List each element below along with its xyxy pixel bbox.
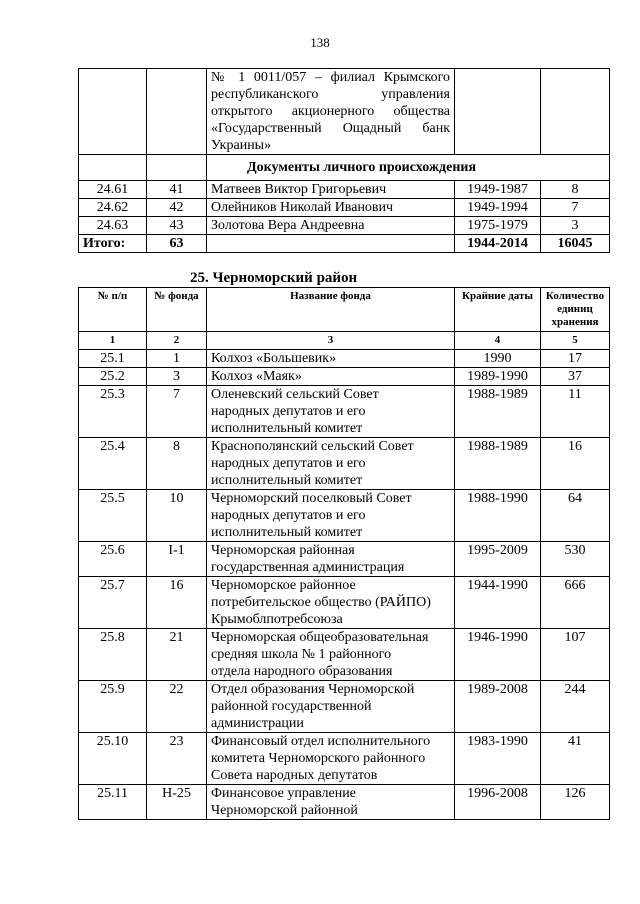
column-number: 3 [207,332,455,350]
page-number: 138 [310,35,330,50]
fund-name-line: «Государственный Ощадный банк [211,121,450,136]
fund-name-line: Черноморский поселковый Совет [211,491,412,506]
date-range: 1989-2008 [455,681,541,733]
fund-name [207,629,455,681]
fund-name-line: Черноморское районное [211,578,356,593]
row-number: 25.8 [79,629,147,681]
fund-name-line: Черноморская общеобразовательная [211,630,429,645]
row-number: 25.2 [79,368,147,386]
date-range: 1996-2008 [455,785,541,820]
column-number-row [79,332,610,350]
fund-name [207,386,455,438]
fund-name-line: Колхоз «Большевик» [211,351,337,366]
fund-name-line: Черноморская районная [211,543,355,558]
row-number: 25.9 [79,681,147,733]
unit-count: 530 [541,542,610,577]
fund-name [207,350,455,368]
date-range: 1946-1990 [455,629,541,681]
unit-count: 64 [541,490,610,542]
fond-number: 22 [147,681,207,733]
fond-number: 16 [147,577,207,629]
table-row [79,733,610,785]
header-name: Название фонда [207,288,455,332]
unit-count: 7 [541,199,610,217]
fund-name-line: комитета Черноморского районного [211,751,426,766]
table-row [79,217,610,235]
fund-name [207,490,455,542]
fund-name-line: народных депутатов и его [211,508,366,523]
fund-name-line: потребительское общество (РАЙПО) [211,595,431,610]
fund-name-line: отдела народного образования [211,664,393,679]
row-number: 25.6 [79,542,147,577]
table-row [79,629,610,681]
fund-name [207,681,455,733]
fond-number: 23 [147,733,207,785]
row-number: 25.7 [79,577,147,629]
fund-name [207,542,455,577]
fund-name-line: исполнительный комитет [211,421,363,436]
header-num: № п/п [79,288,147,332]
fond-number: 8 [147,438,207,490]
fund-name-line: Крымоблпотребсоюза [211,612,343,627]
unit-count: 17 [541,350,610,368]
date-range: 1944-1990 [455,577,541,629]
total-row [79,235,610,253]
fund-name [207,785,455,820]
date-range: 1949-1994 [455,199,541,217]
table-row [79,785,610,820]
fond-number: 10 [147,490,207,542]
fund-name [207,577,455,629]
fund-name-line: Совета народных депутатов [211,768,378,783]
fund-name-line: народных депутатов и его [211,404,366,419]
row-number: 25.1 [79,350,147,368]
table-row [79,181,610,199]
section-title: Документы личного происхождения [207,155,610,181]
fund-name-line: республиканского управления [211,87,450,102]
row-number: 24.62 [79,199,147,217]
table-row [79,438,610,490]
row-number: 25.3 [79,386,147,438]
row-number: 25.10 [79,733,147,785]
fund-name-line: администрации [211,716,304,731]
fund-name [207,733,455,785]
date-range: 1989-1990 [455,368,541,386]
unit-count: 3 [541,217,610,235]
fund-name: Олейников Николай Иванович [207,199,455,217]
fund-name-line: средняя школа № 1 районного [211,647,392,662]
fund-name: Матвеев Виктор Григорьевич [207,181,455,199]
date-range: 1988-1989 [455,438,541,490]
date-range: 1988-1990 [455,490,541,542]
fond-number: 42 [147,199,207,217]
fond-number: Н-25 [147,785,207,820]
unit-count: 244 [541,681,610,733]
header-fond: № фонда [147,288,207,332]
section-heading: 25. Черноморский район [190,270,358,286]
fond-number: 7 [147,386,207,438]
unit-count: 126 [541,785,610,820]
unit-count: 8 [541,181,610,199]
unit-count: 666 [541,577,610,629]
fund-name-line: Отдел образования Черноморской [211,682,415,697]
table-body [79,350,610,820]
table-row [79,199,610,217]
fond-number: 3 [147,368,207,386]
row-number: 24.61 [79,181,147,199]
date-range: 1995-2009 [455,542,541,577]
column-number: 1 [79,332,147,350]
unit-count: 11 [541,386,610,438]
date-range: 1990 [455,350,541,368]
date-range: 1975-1979 [455,217,541,235]
table-row [79,368,610,386]
total-label: Итого: [79,235,147,253]
header-row [79,288,610,332]
fund-name-line: районной государственной [211,699,372,714]
column-number: 5 [541,332,610,350]
fund-name-line: исполнительный комитет [211,525,363,540]
fund-name-line: Черноморской районной [211,803,358,818]
fund-name-line: народных депутатов и его [211,456,366,471]
fund-name [207,438,455,490]
fond-number: 41 [147,181,207,199]
fund-name-line: Колхоз «Маяк» [211,369,302,384]
fund-name-line: Финансовое управление [211,786,356,801]
row-number: 25.4 [79,438,147,490]
table-row [79,542,610,577]
fund-table-continuation [78,68,610,253]
unit-count: 107 [541,629,610,681]
table-row [79,577,610,629]
column-number: 2 [147,332,207,350]
section-row [79,155,610,181]
fund-name-line: № 1 0011/057 – филиал Крымского [211,70,450,85]
fund-name-line: государственная администрация [211,560,405,575]
fund-name-cell [207,69,455,155]
unit-count: 16 [541,438,610,490]
table-row [79,490,610,542]
column-number: 4 [455,332,541,350]
total-date-range: 1944-2014 [455,235,541,253]
fond-number: 1 [147,350,207,368]
unit-count: 37 [541,368,610,386]
row-number: 24.63 [79,217,147,235]
fond-number: 21 [147,629,207,681]
fund-name-line: Краснополянский сельский Совет [211,439,414,454]
fund-name [207,368,455,386]
unit-count: 41 [541,733,610,785]
table-row [79,69,610,155]
header-dates: Крайние даты [455,288,541,332]
row-number: 25.5 [79,490,147,542]
fund-name-line: Финансовый отдел исполнительного [211,734,431,749]
header-units: Количество единиц хранения [541,288,610,332]
date-range: 1949-1987 [455,181,541,199]
table-row [79,681,610,733]
row-number: 25.11 [79,785,147,820]
table-row [79,386,610,438]
fund-name-line: Украины» [211,138,272,153]
fond-number: 43 [147,217,207,235]
fund-name-line: исполнительный комитет [211,473,363,488]
date-range: 1983-1990 [455,733,541,785]
total-fond-count: 63 [147,235,207,253]
fond-number: I-1 [147,542,207,577]
table-row [79,350,610,368]
fund-name-line: открытого акционерного общества [211,104,450,119]
fund-name: Золотова Вера Андреевна [207,217,455,235]
date-range: 1988-1989 [455,386,541,438]
fund-table-chernomorsky [78,287,610,820]
fund-name-line: Оленевский сельский Совет [211,387,379,402]
total-unit-count: 16045 [541,235,610,253]
